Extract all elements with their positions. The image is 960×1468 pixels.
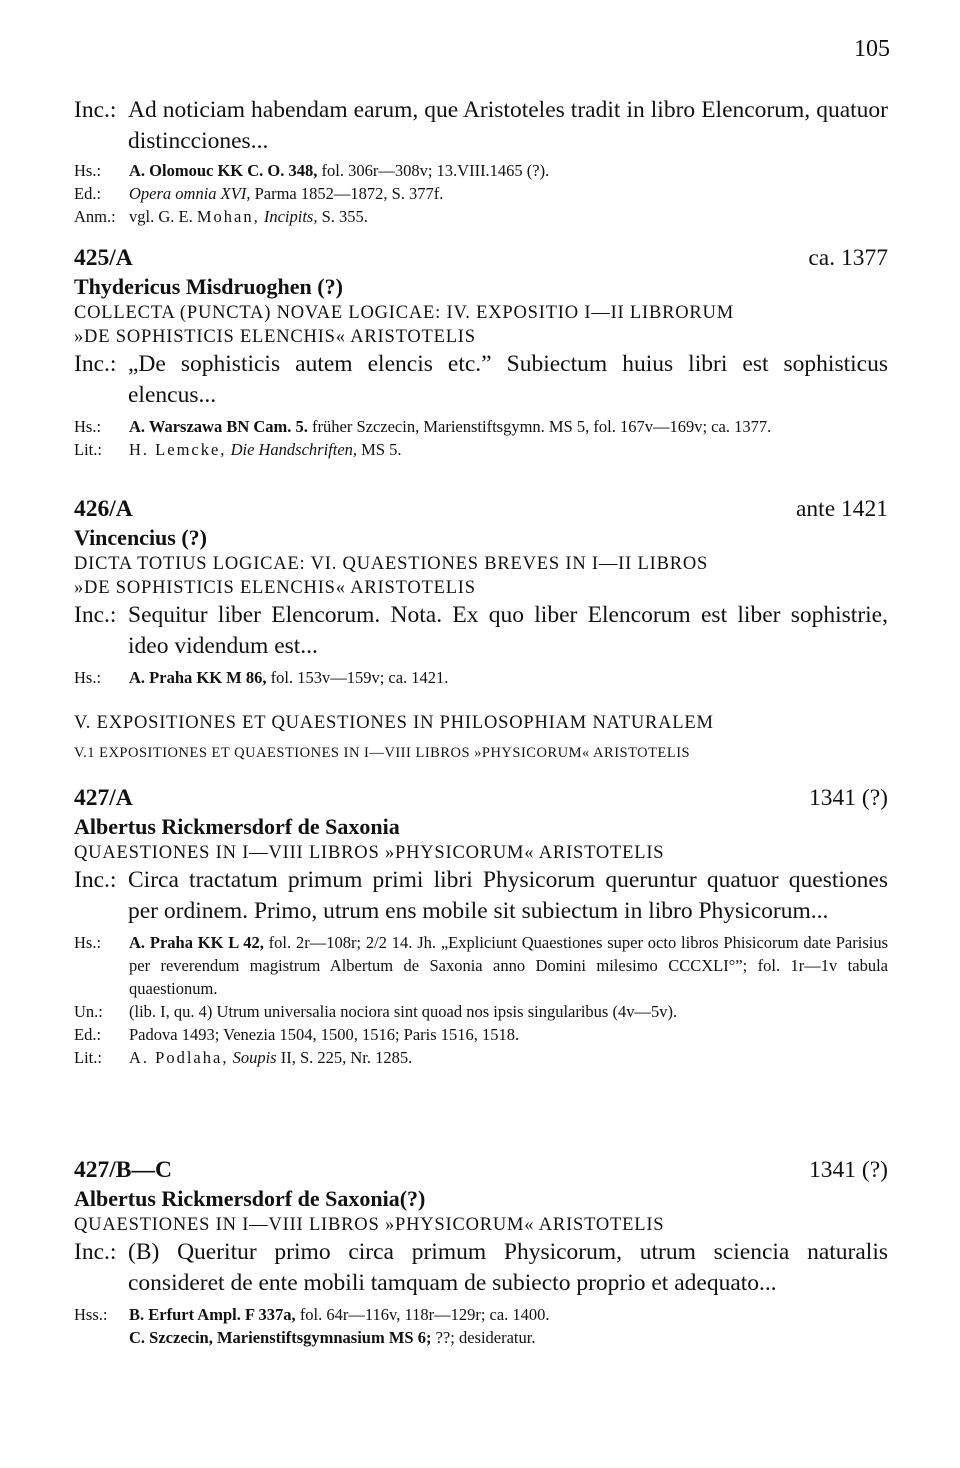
- manuscript-label: Hs.:: [74, 668, 102, 687]
- page-number: 105: [854, 36, 890, 62]
- manuscripts-row: [74, 1303, 888, 1349]
- manuscript-details: früher Szczecin, Marienstiftsgymn. MS 5, fol. 167v—169v; ca. 1377.: [312, 417, 772, 436]
- annotation-author: Mohan,: [196, 207, 260, 226]
- incipit-label: Inc.:: [74, 867, 117, 893]
- literature-title: Soupis: [232, 1048, 277, 1067]
- entry-author: Albertus Rickmersdorf de Saxonia: [74, 814, 400, 839]
- universals-label: Un.:: [74, 1002, 103, 1021]
- entry-date: ca. 1377: [808, 245, 888, 271]
- universals-row: [74, 1000, 888, 1023]
- edition-label: Ed.:: [74, 1025, 102, 1044]
- section-heading: V. EXPOSITIONES ET QUAESTIONES IN PHILOSOPHIAM NATURALEM: [74, 713, 714, 733]
- entry-title-line-1: DICTA TOTIUS LOGICAE: VI. QUAESTIONES BREVES IN I—II LIBROS: [74, 554, 709, 574]
- incipit-row: [74, 95, 888, 157]
- manuscript-row: [74, 159, 888, 182]
- annotation-title: Incipits,: [263, 207, 318, 226]
- entry-title: QUAESTIONES IN I—VIII LIBROS »PHYSICORUM« ARISTOTELIS: [74, 843, 665, 863]
- entry-date: ante 1421: [795, 496, 888, 522]
- manuscript-label: Hs.:: [74, 161, 102, 180]
- entry-header: [74, 494, 888, 524]
- entry-author: Vincencius (?): [74, 525, 208, 550]
- manuscript-details: fol. 306r—308v; 13.VIII.1465 (?).: [321, 161, 550, 180]
- entry-header: [74, 243, 888, 273]
- entry-header: [74, 1155, 888, 1185]
- section-subheading: V.1 EXPOSITIONES ET QUAESTIONES IN I—VIII LIBROS »PHYSICORUM« ARISTOTELIS: [74, 745, 691, 761]
- manuscript-details: fol. 2r—108r; 2/2 14. Jh. „Expliciunt Quaestiones super octo libros Phisicorum date Parisius per reverendum magistrum Albertum de Saxonia anno Domini milesimo CCCXLI°”; fol. 1r—1v tabula quaestionum.: [129, 933, 888, 998]
- manuscript-row: [74, 666, 888, 689]
- edition-row: [74, 1023, 888, 1046]
- manuscript-c-details: ??; desideratur.: [435, 1328, 536, 1347]
- manuscript-b-details: fol. 64r—116v, 118r—129r; ca. 1400.: [299, 1305, 550, 1324]
- entry-date: 1341 (?): [809, 1157, 888, 1183]
- entry-427a: [74, 783, 888, 1069]
- annotation-details: S. 355.: [321, 207, 368, 226]
- entry-title-line-1: COLLECTA (PUNCTA) NOVAE LOGICAE: IV. EXPOSITIO I—II LIBRORUM: [74, 303, 734, 323]
- entry-426a: [74, 494, 888, 689]
- incipit-row: [74, 865, 888, 927]
- incipit-label: Inc.:: [74, 1239, 117, 1265]
- entry-continuation: [74, 95, 888, 228]
- edition-details: Parma 1852—1872, S. 377f.: [254, 184, 444, 203]
- incipit-label: Inc.:: [74, 351, 117, 377]
- entry-header: [74, 783, 888, 813]
- manuscript-siglum: A. Praha KK L 42,: [129, 933, 264, 952]
- annotation-prefix: vgl. G. E.: [129, 207, 197, 226]
- entry-author: Albertus Rickmersdorf de Saxonia(?): [74, 1186, 426, 1211]
- entry-425a: [74, 243, 888, 461]
- annotation-label: Anm.:: [74, 207, 116, 226]
- universals-text: (lib. I, qu. 4) Utrum universalia nociora sint quoad nos ipsis singularibus (4v—5v).: [129, 1002, 678, 1021]
- entry-number: 426/A: [74, 496, 133, 522]
- edition-row: [74, 182, 888, 205]
- incipit-text: „De sophisticis autem elencis etc.” Subiectum huius libri est sophisticus elencus...: [128, 351, 888, 408]
- literature-details: MS 5.: [361, 440, 402, 459]
- manuscripts-label: Hss.:: [74, 1305, 108, 1324]
- annotation-row: [74, 205, 888, 228]
- manuscript-siglum: A. Praha KK M 86,: [129, 668, 267, 687]
- incipit-text: Circa tractatum primum primi libri Physicorum queruntur quatuor questiones per ordinem. Primo, utrum ens mobile sit subiectum in libro Physicorum...: [128, 867, 888, 924]
- manuscript-label: Hs.:: [74, 933, 102, 952]
- incipit-label: Inc.:: [74, 602, 117, 628]
- literature-label: Lit.:: [74, 1048, 102, 1067]
- literature-row: [74, 1046, 888, 1069]
- entry-title-line-2: »DE SOPHISTICIS ELENCHIS« ARISTOTELIS: [74, 327, 476, 347]
- entry-number: 427/B—C: [74, 1157, 172, 1183]
- literature-author: H. Lemcke,: [129, 440, 227, 459]
- incipit-text: Ad noticiam habendam earum, que Aristoteles tradit in libro Elencorum, quatuor distincciones...: [128, 97, 888, 154]
- entry-title: QUAESTIONES IN I—VIII LIBROS »PHYSICORUM« ARISTOTELIS: [74, 1215, 665, 1235]
- manuscript-siglum: A. Warszawa BN Cam. 5.: [129, 417, 308, 436]
- manuscript-c-siglum: C. Szczecin, Marienstiftsgymnasium MS 6;: [129, 1328, 432, 1347]
- literature-label: Lit.:: [74, 440, 102, 459]
- entry-author: Thydericus Misdruoghen (?): [74, 274, 343, 299]
- manuscript-label: Hs.:: [74, 417, 102, 436]
- section-heading-block: [74, 711, 888, 763]
- incipit-row: [74, 600, 888, 662]
- entry-427bc: [74, 1155, 888, 1349]
- incipit-row: [74, 1237, 888, 1299]
- manuscript-row: [74, 415, 888, 438]
- edition-title: Opera omnia XVI,: [129, 184, 251, 203]
- incipit-label: Inc.:: [74, 97, 117, 123]
- entry-title-line-2: »DE SOPHISTICIS ELENCHIS« ARISTOTELIS: [74, 578, 476, 598]
- incipit-text: (B) Queritur primo circa primum Physicorum, utrum sciencia naturalis consideret de ente mobili tamquam de subiecto proprio et adequato...: [128, 1239, 888, 1296]
- entry-number: 425/A: [74, 245, 133, 271]
- manuscript-siglum: A. Olomouc KK C. O. 348,: [129, 161, 318, 180]
- literature-row: [74, 438, 888, 461]
- manuscript-row: [74, 931, 888, 1000]
- literature-details: II, S. 225, Nr. 1285.: [280, 1048, 413, 1067]
- incipit-text: Sequitur liber Elencorum. Nota. Ex quo liber Elencorum est liber sophistrie, ideo videndum est...: [128, 602, 888, 659]
- manuscript-b-siglum: B. Erfurt Ampl. F 337a,: [129, 1305, 296, 1324]
- edition-label: Ed.:: [74, 184, 102, 203]
- literature-title: Die Handschriften,: [230, 440, 358, 459]
- literature-author: A. Podlaha,: [129, 1048, 229, 1067]
- entry-date: 1341 (?): [809, 785, 888, 811]
- manuscript-details: fol. 153v—159v; ca. 1421.: [270, 668, 449, 687]
- incipit-row: [74, 349, 888, 411]
- edition-text: Padova 1493; Venezia 1504, 1500, 1516; Paris 1516, 1518.: [129, 1025, 520, 1044]
- entry-number: 427/A: [74, 785, 133, 811]
